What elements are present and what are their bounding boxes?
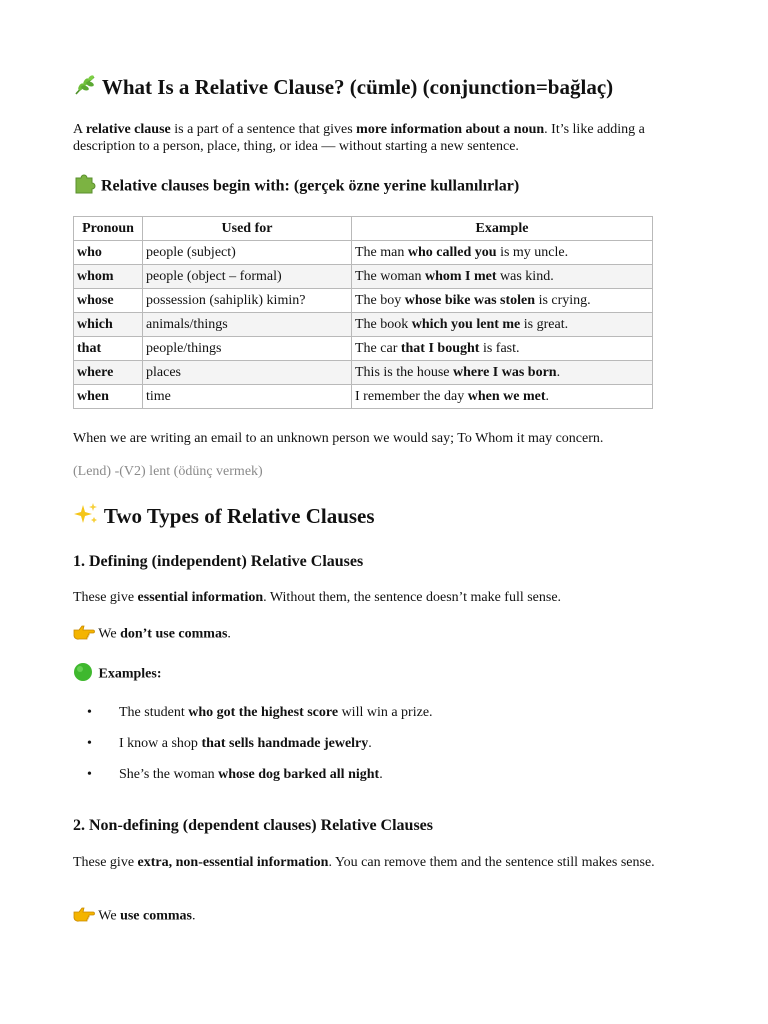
used-for-cell: animals/things <box>143 313 352 337</box>
defining-comma-rule: We don’t use commas. <box>73 624 231 645</box>
relative-pronoun-table <box>73 216 653 409</box>
table-row <box>74 289 653 313</box>
list-item: • I know a shop that sells handmade jewelry. <box>73 735 433 766</box>
begin-with-heading <box>73 172 519 202</box>
non-defining-heading: 2. Non-defining (dependent clauses) Relative Clauses <box>73 817 434 834</box>
table-row <box>74 337 653 361</box>
pronoun-cell: where <box>74 361 143 385</box>
page-title <box>73 72 613 104</box>
used-for-cell: places <box>143 361 352 385</box>
herb-icon <box>73 74 97 104</box>
example-cell: I remember the day when we met. <box>352 385 653 409</box>
example-cell: The car that I bought is fast. <box>352 337 653 361</box>
list-item: • She’s the woman whose dog barked all night. <box>73 766 433 797</box>
non-defining-description: These give extra, non-essential information. You can remove them and the sentence still makes sense. <box>73 855 655 870</box>
puzzle-piece-icon <box>73 172 97 202</box>
example-cell: This is the house where I was born. <box>352 361 653 385</box>
pronoun-cell: whom <box>74 265 143 289</box>
table-row <box>74 313 653 337</box>
pronoun-cell: when <box>74 385 143 409</box>
lend-note: (Lend) -(V2) lent (ödünç vermek) <box>73 464 263 479</box>
term-relative-clause: relative clause <box>85 122 171 137</box>
defining-description: These give essential information. Without them, the sentence doesn’t make full sense. <box>73 590 562 605</box>
pronoun-cell: who <box>74 241 143 265</box>
table-row <box>74 361 653 385</box>
examples-label: Examples: <box>73 662 162 687</box>
example-cell: The book which you lent me is great. <box>352 313 653 337</box>
example-cell: The woman whom I met was kind. <box>352 265 653 289</box>
example-cell: The boy whose bike was stolen is crying. <box>352 289 653 313</box>
column-header-example: Example <box>352 217 653 241</box>
column-header-used-for: Used for <box>143 217 352 241</box>
used-for-cell: time <box>143 385 352 409</box>
defining-examples-list <box>73 704 433 797</box>
pronoun-cell: that <box>74 337 143 361</box>
term-more-information: more information about a noun <box>356 122 545 137</box>
sparkles-icon <box>73 502 99 534</box>
used-for-cell: people/things <box>143 337 352 361</box>
column-header-pronoun: Pronoun <box>74 217 143 241</box>
non-defining-comma-rule: We use commas. <box>73 906 196 927</box>
types-heading <box>73 501 375 534</box>
table-row <box>74 385 653 409</box>
example-cell: The man who called you is my uncle. <box>352 241 653 265</box>
used-for-cell: people (object – formal) <box>143 265 352 289</box>
table-row <box>74 241 653 265</box>
begin-with-heading-text: Relative clauses begin with: (gerçek özne yerine kullanılırlar) <box>101 177 520 195</box>
types-heading-text: Two Types of Relative Clauses <box>103 504 375 528</box>
email-note: When we are writing an email to an unknown person we would say; To Whom it may concern. <box>73 431 604 446</box>
intro-paragraph: A relative clause is a part of a sentence that gives more information about a noun. It’s like adding a description to a person, place, thing, or idea — without starting a new sentence. <box>73 122 645 154</box>
pointing-hand-icon <box>73 906 95 927</box>
page-title-text: What Is a Relative Clause? (cümle) (conjunction=bağlaç) <box>101 75 614 99</box>
used-for-cell: people (subject) <box>143 241 352 265</box>
pronoun-cell: whose <box>74 289 143 313</box>
green-circle-icon <box>73 662 95 687</box>
list-item: • The student who got the highest score will win a prize. <box>73 704 433 735</box>
table-header-row <box>74 217 653 241</box>
pointing-hand-icon <box>73 624 95 645</box>
defining-heading: 1. Defining (independent) Relative Clauses <box>73 553 364 570</box>
table-row <box>74 265 653 289</box>
used-for-cell: possession (sahiplik) kimin? <box>143 289 352 313</box>
pronoun-cell: which <box>74 313 143 337</box>
